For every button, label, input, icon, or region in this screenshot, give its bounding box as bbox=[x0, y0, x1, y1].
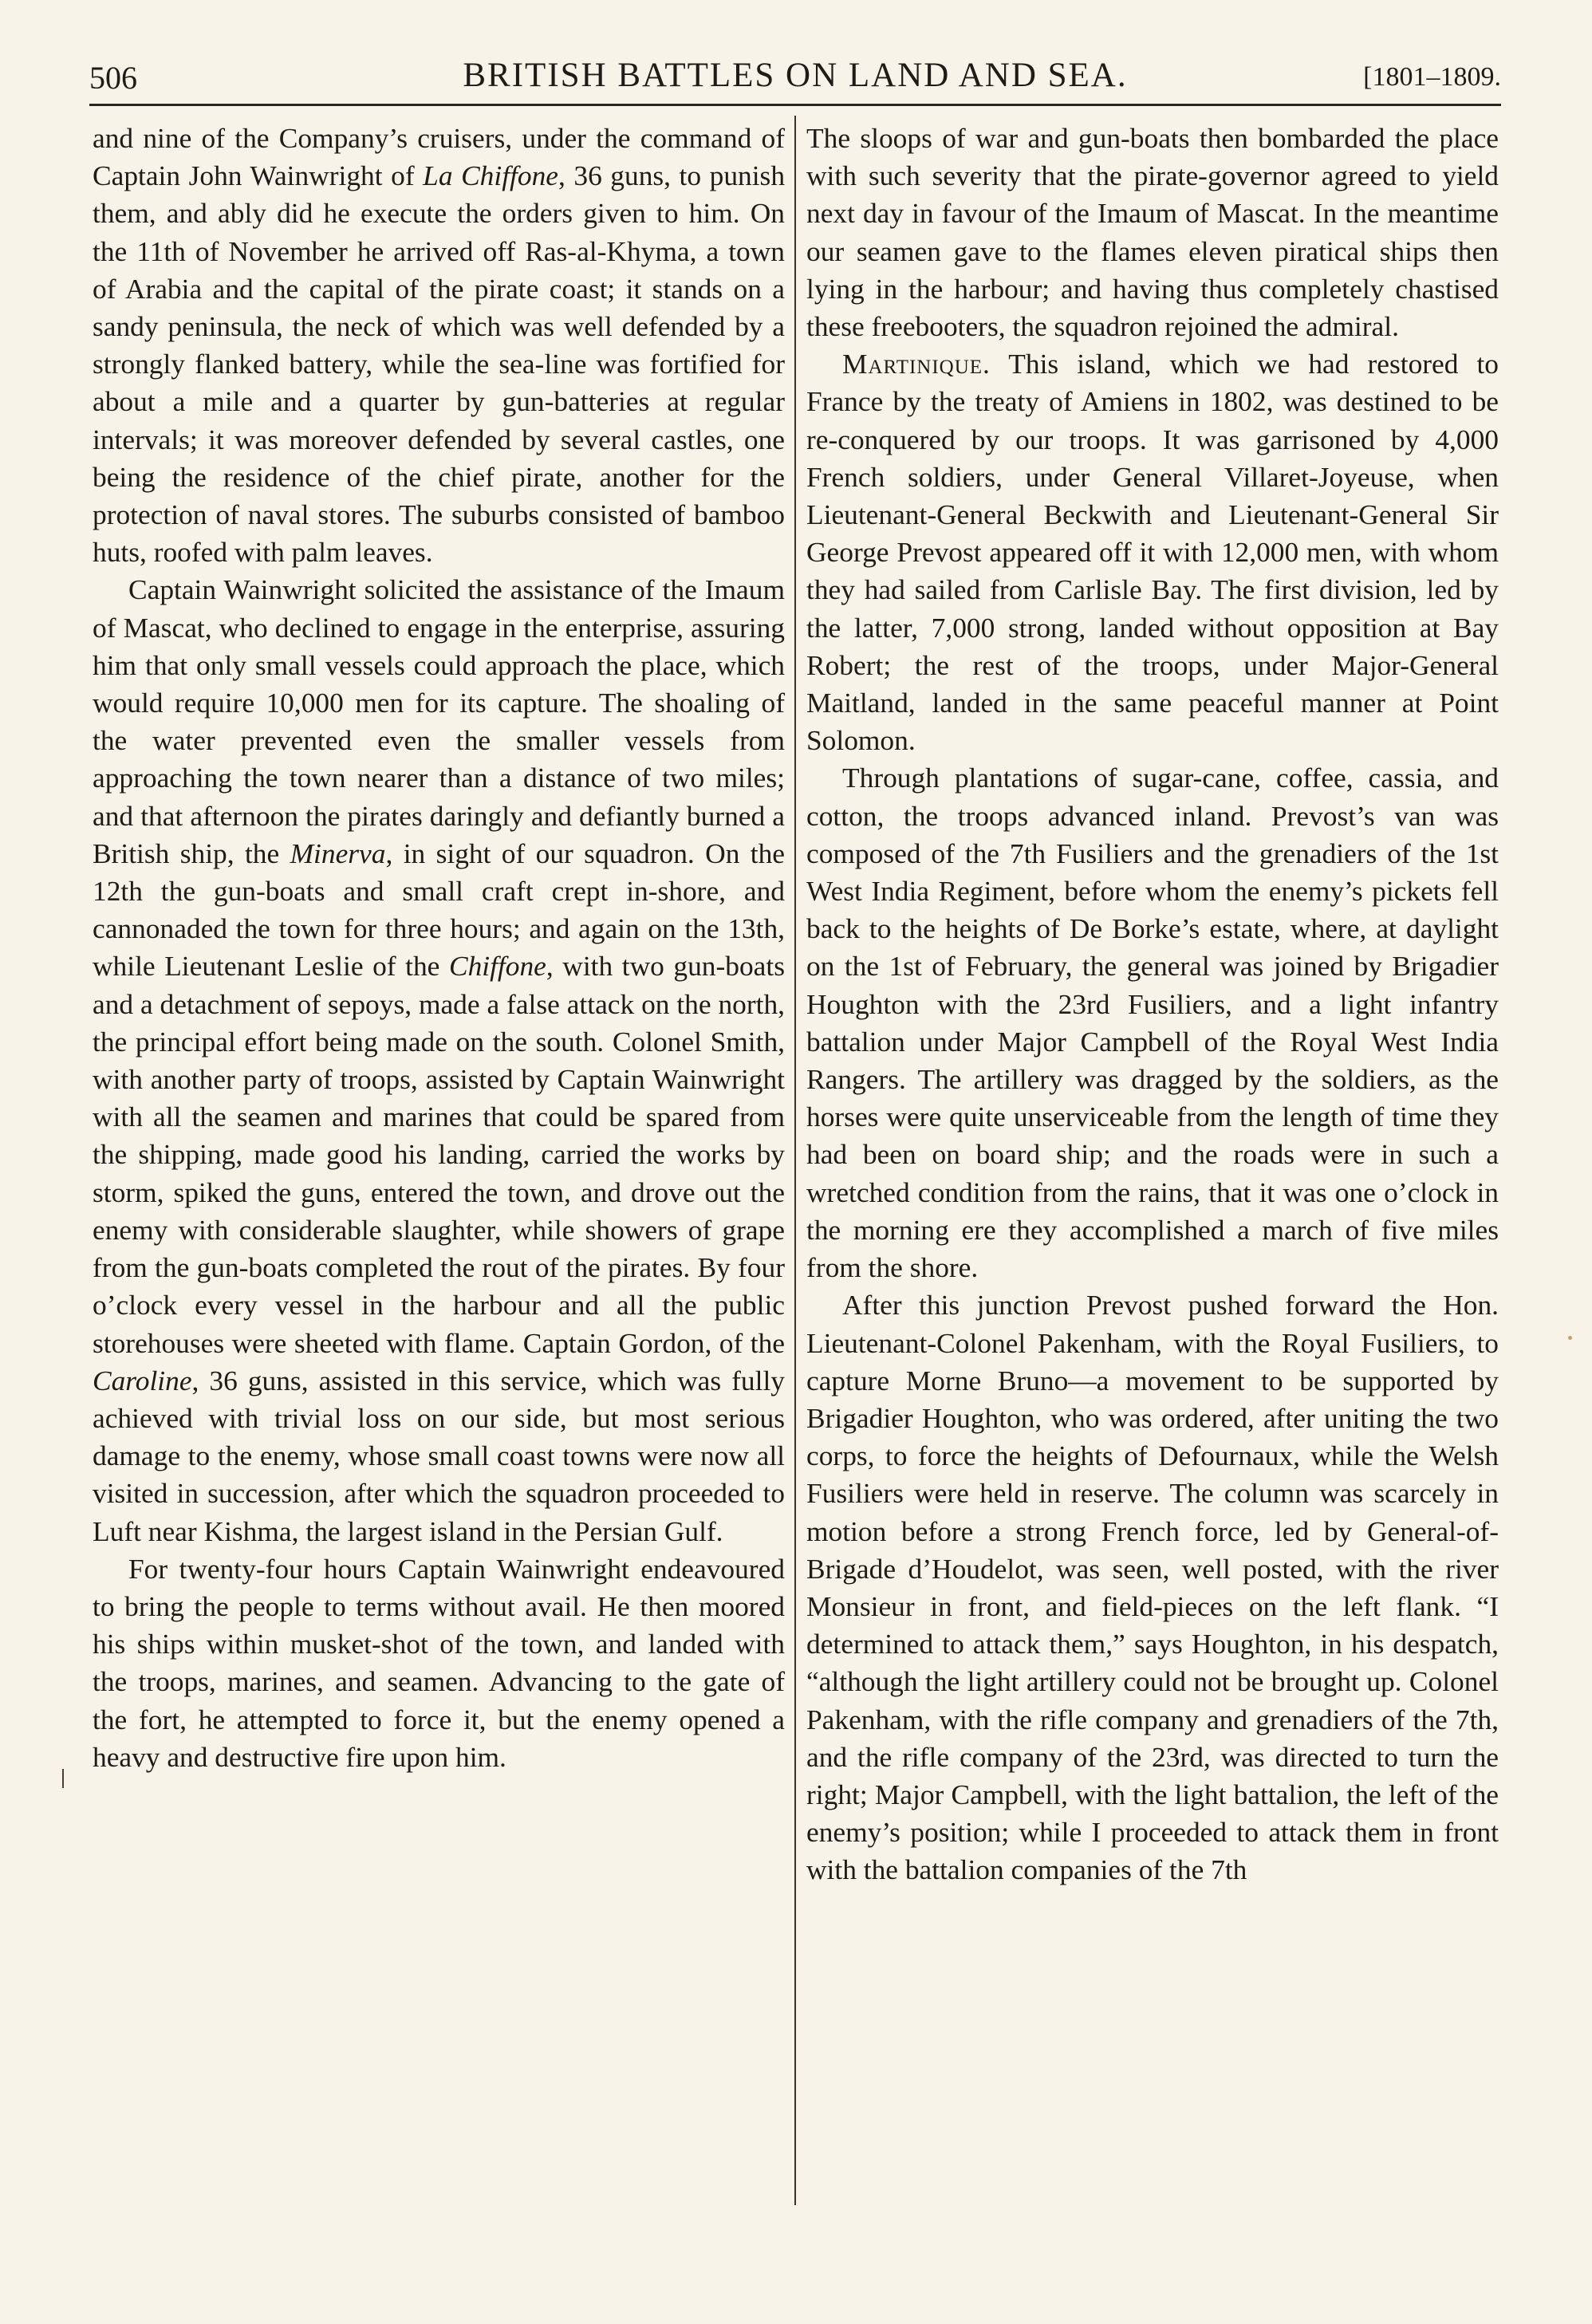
text-run: , with two gun-boats and a detachment of sepoys, made a false attack on the north, the principal effort being made on the south. Colonel Smith, with another party of troops, assisted by Captain Wainwright with all the seamen and marines that could be spared from the shipping, made good his landing, carried the works by storm, spiked the guns, entered the town, and drove out the enemy with considerable slaughter, while showers of grape from the gun-boats completed the rout of the pirates. By four o’clock every vessel in the harbour and all the public storehouses were sheeted with flame. Captain Gordon, of the bbox=[93, 950, 785, 1359]
ship-name: Chiffone bbox=[448, 950, 546, 983]
right-column bbox=[806, 120, 1499, 1889]
text-run: This island, which we had restored to France by the treaty of Amiens in 1802, was destined to be re-conquered by our troops. It was garrisoned by 4,000 French soldiers, under General Villaret-Joyeuse, when Lieutenant-General Beckwith and Lieutenant-General Sir George Prevost appeared off it with 12,000 men, with whom they had sailed from Carlisle Bay. The first division, led by the latter, 7,000 strong, landed without opposition at Bay Robert; the rest of the troops, under Major-General Maitland, landed in the same peaceful manner at Point Solomon. bbox=[806, 348, 1499, 757]
page-header bbox=[89, 54, 1501, 105]
paragraph: Through plantations of sugar-cane, coffee, cassia, and cotton, the troops advanced inland. Prevost’s van was composed of the 7th Fusiliers and the grenadiers of the 1st West India Regiment, before whom the enemy’s pickets fell back to the heights of De Borke’s estate, where, at daylight on the 1st of February, the general was joined by Brigadier Houghton with the 23rd Fusiliers, and a light infantry battalion under Major Campbell of the Royal West India Rangers. The artillery was dragged by the soldiers, as the horses were quite unserviceable from the length of time they had been on board ship; and the roads were in such a wretched condition from the rains, that it was one o’clock in the morning ere they accomplished a march of five miles from the shore. bbox=[806, 762, 1499, 1284]
paragraph bbox=[806, 345, 1499, 759]
text-run: , 36 guns, assisted in this service, which was fully achieved with trivial loss on our side, but most serious damage to the enemy, whose small coast towns were now all visited in succession, after which the squadron proceeded to Luft near Kishma, the largest island in the Persian Gulf. bbox=[93, 1364, 785, 1547]
left-column bbox=[93, 120, 785, 1776]
ship-name: Caroline bbox=[93, 1364, 192, 1396]
text-run: , in sight of our squadron. On the 12th the gun-boats and small craft crept in-shore, and cannonaded the town for three hours; and again on the 13th, while Lieutenant Leslie of the bbox=[93, 837, 786, 983]
page-number: 506 bbox=[89, 60, 137, 96]
paragraph: For twenty-four hours Captain Wainwright endeavoured to bring the people to terms without avail. He then moored his ships within musket-shot of the town, and landed with the troops, marines, and seamen. Advancing to the gate of the fort, he attempted to force it, but the enemy opened a heavy and destructive fire upon him. bbox=[93, 1552, 785, 1773]
text-run: and nine of the Company’s cruisers, under the command of Captain John Wainwright of bbox=[93, 122, 785, 192]
text-run: , 36 guns, to punish them, and ably did he execute the orders given to him. On the 11th of November he arrived off Ras-al-Khyma, a town of Arabia and the capital of the pirate coast; it stands on a sandy peninsula, the neck of which was well defended by a strongly flanked battery, while the sea-line was fortified for about a mile and a quarter by gun-batteries at regular intervals; it was moreover defended by several castles, one being the residence of the chief pirate, another for the protection of naval stores. The suburbs consisted of bamboo huts, roofed with palm leaves. bbox=[93, 160, 786, 569]
paragraph bbox=[93, 120, 785, 571]
paper-spot bbox=[1568, 1336, 1572, 1340]
paragraph bbox=[93, 571, 785, 1550]
margin-mark bbox=[62, 1769, 64, 1788]
paragraph: After this junction Prevost pushed forward the Hon. Lieutenant-Colonel Pakenham, with the Royal Fusiliers, to capture Morne Bruno—a movement to be supported by Brigadier Houghton, who was ordered, after uniting the two corps, to force the heights of Defournaux, while the Welsh Fusiliers were held in reserve. The column was scarcely in motion before a strong French force, led by General-of-Brigade d’Houdelot, was seen, well posted, with the river Monsieur in front, and field-pieces on the left flank. “I determined to attack them,” says Houghton, in his despatch, “although the light artillery could not be brought up. Colonel Pakenham, with the rifle company and grenadiers of the 7th, and the rifle company of the 23rd, was directed to turn the right; Major Campbell, with the light battalion, the left of the enemy’s position; while I proceeded to attack them in front with the battalion companies of the 7th bbox=[806, 1289, 1499, 1886]
ship-name: La Chiffone bbox=[423, 160, 558, 192]
paragraph: The sloops of war and gun-boats then bombarded the place with such severity that the pirate-governor agreed to yield next day in favour of the Imaum of Mascat. In the meantime our seamen gave to the flames eleven piratical ships then lying in the harbour; and having thus completely chastised these freebooters, the squadron rejoined the admiral. bbox=[806, 122, 1499, 343]
section-heading: Martinique. bbox=[842, 348, 991, 380]
date-range: [1801–1809. bbox=[1363, 62, 1501, 92]
running-title: BRITISH BATTLES ON LAND AND SEA. bbox=[463, 57, 1128, 94]
column-divider bbox=[794, 116, 796, 2205]
header-rule bbox=[89, 104, 1501, 106]
ship-name: Minerva bbox=[290, 837, 386, 869]
text-run: Captain Wainwright solicited the assistance of the Imaum of Mascat, who declined to engage in the enterprise, assuring him that only small vessels could approach the place, which would require 10,000 men for its capture. The shoaling of the water prevented even the smaller vessels from approaching the town nearer than a distance of two miles; and that afternoon the pirates daringly and defiantly burned a British ship, the bbox=[93, 573, 785, 869]
